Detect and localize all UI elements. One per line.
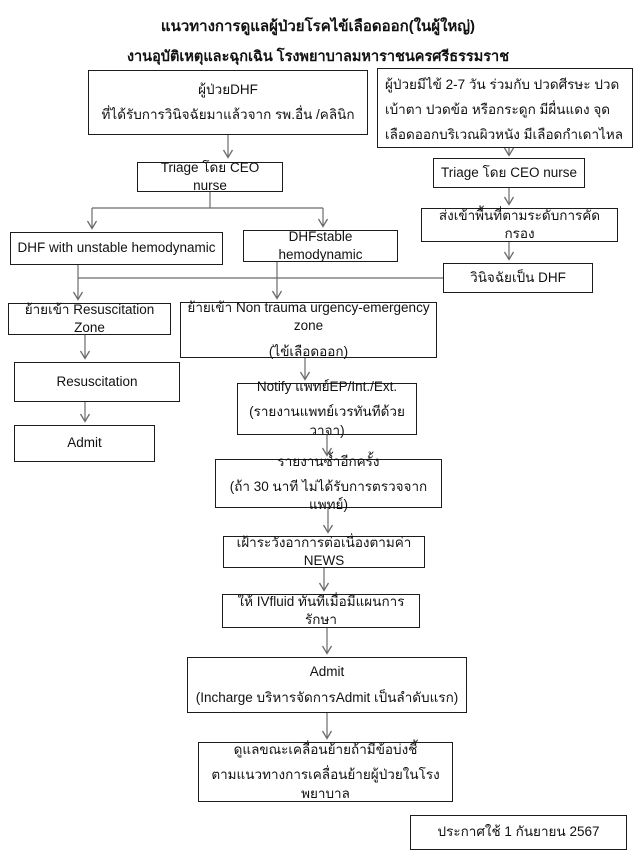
node-effective-date (410, 815, 627, 850)
node-patient-dhf (88, 70, 368, 135)
node-dhf-unstable (10, 232, 223, 265)
node-admit-main (187, 657, 467, 713)
node-transfer-care-line2: ตามแนวทางการเคลื่อนย้ายผู้ป่วยในโรงพยาบาล (211, 767, 440, 801)
node-monitor-news (223, 536, 425, 568)
node-transfer-care-line1: ดูแลขณะเคลื่อนย้ายถ้ามีข้อบ่งชี้ (233, 742, 418, 758)
node-resuscitation (14, 362, 180, 402)
node-admit-left-text: Admit (67, 435, 102, 451)
node-notify (237, 379, 417, 438)
node-iv-fluid (222, 594, 420, 628)
node-dhf-stable (243, 230, 398, 262)
node-dhf-unstable-text: DHF with unstable hemodynamic (17, 240, 216, 256)
node-non-trauma-zone-line2: (ไข้เลือดออก) (268, 343, 349, 359)
node-diagnosed-dhf-text: วินิจฉัยเป็น DHF (470, 269, 566, 285)
node-report-again-line1: รายงานซ้ำอีกครั้ง (277, 453, 380, 469)
node-dhf-stable-text: DHFstable hemodynamic (278, 228, 363, 262)
node-resuscitation-text: Resuscitation (56, 373, 138, 389)
node-triage-left (137, 159, 283, 193)
node-report-again-line2: (ถ้า 30 นาที ไม่ได้รับการตรวจจากแพทย์) (229, 478, 428, 513)
node-admit-left (14, 425, 155, 462)
node-patient-dhf-line2: ที่ได้รับการวินิจฉัยมาแล้วจาก รพ.อื่น /คลินิก (101, 107, 355, 122)
node-send-to-area (421, 208, 618, 242)
node-monitor-news-text: เฝ้าระวังอาการต่อเนื่องตามค่า NEWS (236, 534, 412, 568)
node-admit-main-line1: Admit (309, 664, 345, 680)
node-triage-left-text: Triage โดย CEO nurse (160, 159, 260, 193)
node-resus-zone-text: ย้ายเข้า Resuscitation Zone (24, 301, 155, 335)
node-non-trauma-zone (180, 302, 437, 358)
node-iv-fluid-text: ให้ IVfluid ทันทีเมื่อมีแผนการรักษา (237, 593, 405, 627)
node-notify-line2: (รายงานแพทย์เวรทันทีด้วยวาจา) (249, 404, 405, 438)
node-non-trauma-zone-line1: ย้ายเข้า Non trauma urgency-emergency zone (187, 300, 430, 334)
node-effective-date-text: ประกาศใช้ 1 กันยายน 2567 (437, 824, 600, 840)
page-title-line2: งานอุบัติเหตุและฉุกเฉิน โรงพยาบาลมหาราชนครศรีธรรมราช (126, 49, 510, 65)
node-transfer-care (198, 742, 453, 802)
node-triage-right (433, 158, 585, 188)
node-resus-zone (8, 303, 171, 335)
node-report-again (215, 453, 442, 513)
node-patient-fever-text: ผู้ป่วยมีไข้ 2-7 วัน ร่วมกับ ปวดศีรษะ ปวดเบ้าตา ปวดข้อ หรือกระดูก มีผื่นแดง จุดเลือดออกบริเวณผิวหนัง มีเลือดกำเดาไหล (385, 77, 623, 142)
node-notify-line1: Notify แพทย์EP/Int./Ext. (256, 379, 398, 395)
node-patient-fever (377, 68, 633, 148)
node-admit-main-line2: (Incharge บริหารจัดการAdmit เป็นลำดับแรก) (195, 689, 459, 705)
page-title-line1: แนวทางการดูแลผู้ป่วยโรคไข้เลือดออก(ในผู้ใหญ่) (160, 18, 476, 35)
node-send-to-area-text: ส่งเข้าพื้นที่ตามระดับการคัดกรอง (438, 207, 601, 241)
node-triage-right-text: Triage โดย CEO nurse (441, 164, 577, 180)
node-diagnosed-dhf (443, 263, 593, 293)
node-patient-dhf-line1: ผู้ป่วยDHF (198, 81, 258, 97)
